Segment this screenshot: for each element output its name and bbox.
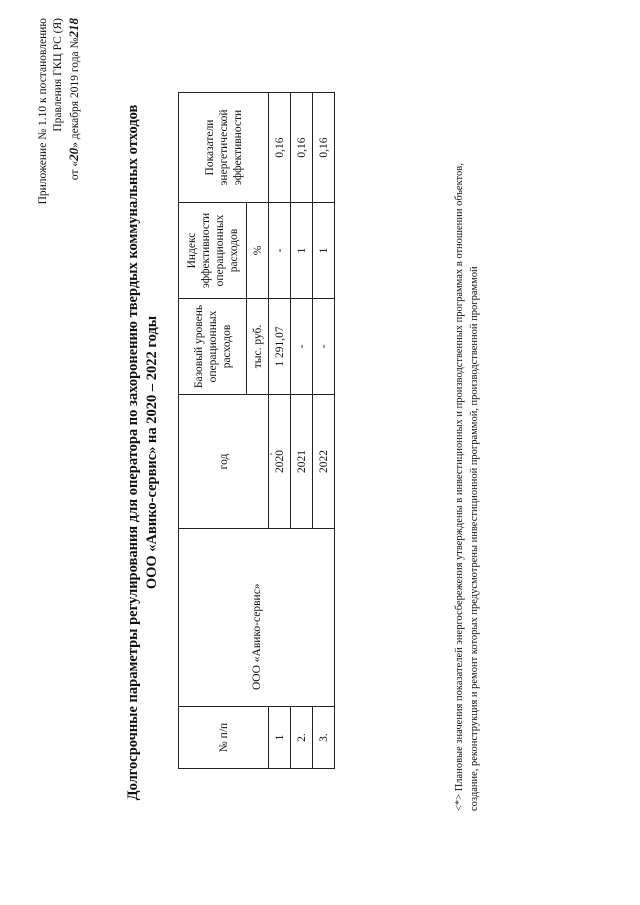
title-line-1: Долгосрочные параметры регулирования для оператора по захоронению твердых коммунальных отходов: [125, 104, 141, 801]
header-base: Базовый уровень операционных расходов: [179, 299, 247, 395]
title-line-2: ООО «Авико-сервис» на 2020 – 2022 годы: [144, 315, 160, 590]
row-num: 3.: [313, 707, 335, 769]
footnote-line-1: <*> Плановые значения показателей энергосбережения утверждены в инвестиционных и производственных программах в отношении объектов,: [454, 163, 465, 811]
unit-base: тыс. руб.: [247, 299, 269, 395]
header-year: год: [179, 395, 269, 529]
row-energy: 0,16: [269, 93, 291, 203]
footnote: [452, 20, 482, 811]
row-index: 1: [291, 203, 313, 299]
unit-index: %: [247, 203, 269, 299]
row-num: 1: [269, 707, 291, 769]
footnote-line-2: создание, реконструкция и ремонт которых предусмотрены инвестиционной программой, производственной программой: [469, 266, 480, 811]
parameters-table: [178, 92, 335, 769]
approval-stamp: [36, 18, 83, 204]
organization-cell: ООО «Авико-сервис»: [179, 529, 335, 707]
approval-line-2: Правления ГКЦ РС (Я): [52, 18, 64, 132]
row-year: 2020: [269, 395, 291, 529]
approval-line-1: Приложение № 1.10 к постановлению: [37, 18, 49, 205]
row-energy: 0,16: [313, 93, 335, 203]
approval-day: 20: [66, 147, 81, 161]
row-year: 2022: [313, 395, 335, 529]
header-energy: Показатели энергетической эффективности: [179, 93, 269, 203]
header-num: № п/п: [179, 707, 269, 769]
approval-date-prefix: от «: [69, 160, 81, 181]
row-index: -: [269, 203, 291, 299]
scan-speck: [270, 453, 272, 455]
row-energy: 0,16: [291, 93, 313, 203]
header-index: Индекс эффективности операционных расходов: [179, 203, 247, 299]
row-year: 2021: [291, 395, 313, 529]
header-row: [179, 93, 247, 769]
approval-number: 218: [66, 18, 81, 38]
row-base: -: [291, 299, 313, 395]
row-base: 1 291,07: [269, 299, 291, 395]
approval-line-3: [66, 18, 83, 204]
document-title: [124, 20, 162, 885]
approval-date-mid: » декабря 2019 года №: [69, 37, 81, 148]
row-num: 2.: [291, 707, 313, 769]
row-index: 1: [313, 203, 335, 299]
row-base: -: [313, 299, 335, 395]
